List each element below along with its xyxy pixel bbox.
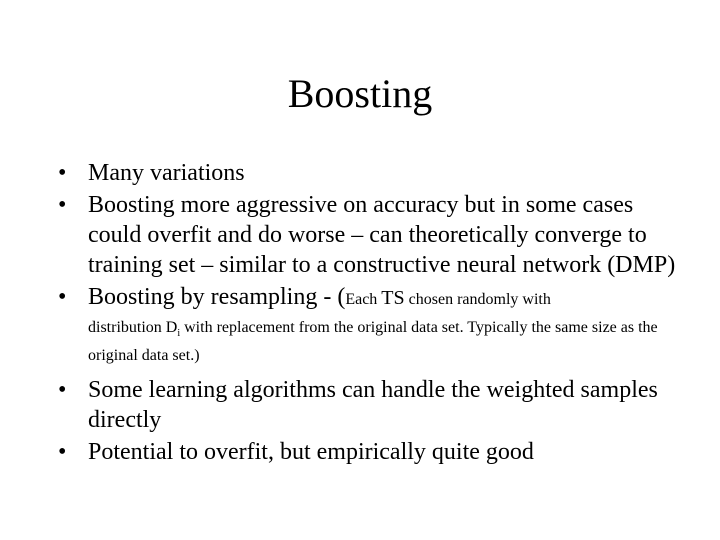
bullet-list <box>58 158 678 469</box>
bullet-icon: • <box>58 284 67 310</box>
detail-suffix: with replacement from the original data set. Typically the same size as the original data set.) <box>88 319 658 365</box>
slide-title: Boosting <box>287 71 433 116</box>
bullet-icon: • <box>58 439 67 466</box>
bullet-text: Potential to overfit, but empirically quite good <box>88 439 534 466</box>
detail-subscript: i <box>177 328 181 340</box>
bullet-small-lead: Each <box>345 291 382 308</box>
bullet-text: Many variations <box>88 160 245 186</box>
bullet-text: Boosting more aggressive on accuracy but in some cases could overfit and do worse – can theoretically converge to training set – similar to a constructive neural network (DMP) <box>88 192 676 278</box>
bullet-text: Some learning algorithms can handle the weighted samples directly <box>88 377 658 434</box>
bullet-item-aggressive <box>58 190 678 280</box>
bullet-text: Boosting by resampling - ( <box>88 284 346 310</box>
bullet-item-resampling <box>58 282 678 367</box>
bullet-item-weighted <box>58 375 678 435</box>
bullet-detail <box>88 317 678 367</box>
bullet-item-overfit <box>58 437 678 467</box>
bullet-icon: • <box>58 192 67 218</box>
bullet-icon: • <box>58 160 67 186</box>
bullet-icon: • <box>58 377 67 404</box>
bullet-ts-label: TS <box>381 287 405 309</box>
detail-prefix: distribution D <box>88 319 178 336</box>
bullet-item-variations <box>58 158 678 188</box>
bullet-small-tail: chosen randomly with <box>404 291 551 308</box>
